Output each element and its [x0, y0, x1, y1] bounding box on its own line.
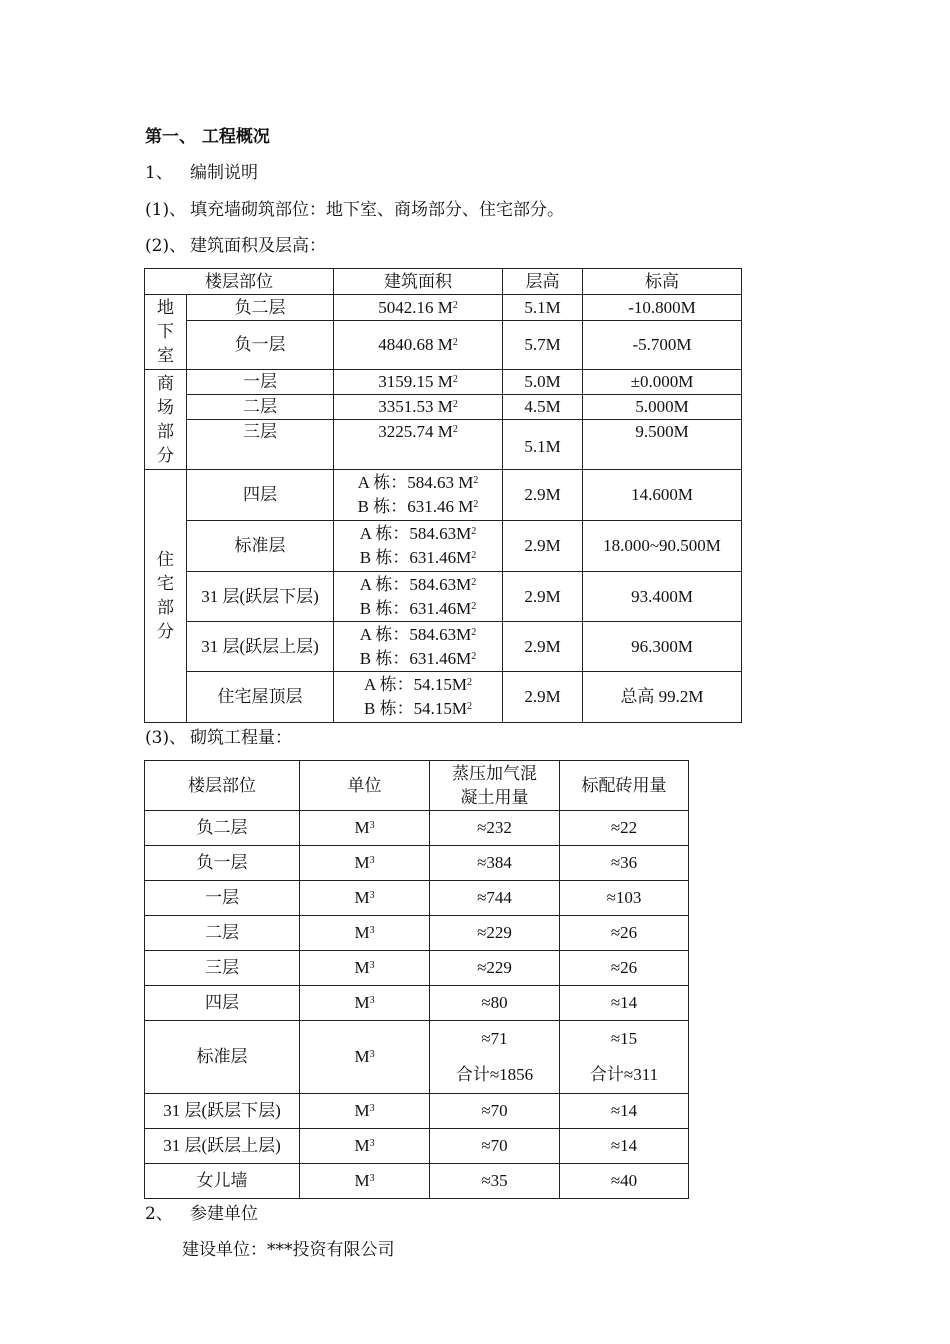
- floor-cell: 负一层: [187, 321, 334, 370]
- aac-cell: ≈70: [430, 1094, 560, 1129]
- floor-cell: 标准层: [187, 521, 334, 572]
- elevation-cell: 总高 99.2M: [583, 672, 742, 723]
- area-b: B 栋：631.46 $M^2$: [357, 497, 479, 516]
- area-cell: [334, 622, 503, 672]
- brick-cell: ≈14: [560, 1094, 689, 1129]
- owner-line: 建设单位：***投资有限公司: [182, 1240, 395, 1260]
- height-cell: 4.5M: [503, 395, 583, 420]
- header-cell: 蒸压加气混凝土用量: [430, 761, 560, 811]
- area-b: B 栋：$631.46M^2$: [359, 598, 477, 618]
- area-cell: [334, 321, 503, 370]
- header-cell: 标配砖用量: [560, 761, 689, 811]
- area-value: 3351.53 M: [378, 397, 453, 416]
- unit-cell: $M^3$: [300, 881, 430, 916]
- aac-cell: ≈384: [430, 846, 560, 881]
- brick-cell: ≈26: [560, 916, 689, 951]
- aac-value: ≈71: [481, 1029, 508, 1048]
- superscript: 2: [452, 337, 458, 348]
- area-cell: [334, 295, 503, 321]
- elevation-cell: 9.500M: [583, 420, 742, 470]
- elevation-cell: 5.000M: [583, 395, 742, 420]
- floor-cell: 四层: [145, 986, 300, 1021]
- brick-cell: ≈103: [560, 881, 689, 916]
- unit-cell: $M^3$: [300, 1164, 430, 1199]
- elevation-cell: ±0.000M: [583, 370, 742, 395]
- brick-cell: ≈26: [560, 951, 689, 986]
- floor-cell: 31 层(跃层下层): [187, 572, 334, 622]
- table-row: [145, 986, 689, 1021]
- floor-cell: 31 层(跃层上层): [187, 622, 334, 672]
- group-label: 地 下 室: [157, 298, 174, 365]
- elevation-cell: 18.000~90.500M: [583, 521, 742, 572]
- elevation-cell: 14.600M: [583, 470, 742, 521]
- area-b: B 栋：$54.15M^2$: [364, 699, 472, 718]
- height-cell: 5.7M: [503, 321, 583, 370]
- area-cell: [334, 672, 503, 723]
- area-a: A 栋：$584.63M^2$: [359, 524, 477, 543]
- area-a: A 栋：$584.63M^2$: [359, 624, 477, 644]
- floor-cell: 三层: [187, 420, 334, 470]
- aac-cell: ≈232: [430, 811, 560, 846]
- area-a: A 栋：$584.63M^2$: [359, 574, 477, 594]
- area-value: 5042.16 M: [378, 297, 453, 317]
- table-row: [145, 1094, 689, 1129]
- aac-cell: ≈229: [430, 951, 560, 986]
- height-cell: 2.9M: [503, 521, 583, 572]
- section-heading: 第一、 工程概况: [145, 127, 270, 147]
- unit-cell: $M^3$: [300, 1094, 430, 1129]
- superscript: 2: [452, 399, 458, 410]
- superscript: 2: [452, 424, 458, 435]
- elevation-cell: 96.300M: [583, 622, 742, 672]
- floor-cell: 一层: [145, 881, 300, 916]
- area-table: [144, 268, 742, 723]
- table-row: [145, 1164, 689, 1199]
- height-cell: 2.9M: [503, 572, 583, 622]
- brick-cell: [560, 1021, 689, 1094]
- group-cell-residential: [145, 470, 187, 723]
- area-cell: [334, 521, 503, 572]
- floor-cell: 三层: [145, 951, 300, 986]
- aac-cell: [430, 1021, 560, 1094]
- aac-cell: ≈70: [430, 1129, 560, 1164]
- floor-cell: 标准层: [145, 1021, 300, 1094]
- group-label: 住 宅 部 分: [157, 550, 174, 641]
- area-value: 3225.74 M: [378, 422, 453, 441]
- group-label: 商 场 部 分: [157, 373, 174, 465]
- elevation-cell: -10.800M: [583, 295, 742, 321]
- unit-cell: $M^3$: [300, 846, 430, 881]
- floor-cell: 四层: [187, 470, 334, 521]
- brick-cell: ≈14: [560, 986, 689, 1021]
- header-cell: 建筑面积: [334, 269, 503, 295]
- floor-cell: 负二层: [145, 811, 300, 846]
- floor-cell: 31 层(跃层上层): [145, 1129, 300, 1164]
- item-title: 编制说明: [190, 163, 258, 183]
- table-row: [145, 916, 689, 951]
- area-b: B 栋：$631.46M^2$: [359, 548, 477, 567]
- height-cell: 5.0M: [503, 370, 583, 395]
- height-cell: 2.9M: [503, 672, 583, 723]
- group-cell-basement: [145, 295, 187, 370]
- floor-cell: 女儿墙: [145, 1164, 300, 1199]
- unit-cell: $M^3$: [300, 916, 430, 951]
- height-cell: 2.9M: [503, 470, 583, 521]
- header-cell: 标高: [583, 269, 742, 295]
- area-cell: [334, 395, 503, 420]
- brick-value: ≈15: [610, 1029, 638, 1048]
- aac-cell: ≈35: [430, 1164, 560, 1199]
- aac-total: 合计≈1856: [455, 1065, 534, 1084]
- table-row: [145, 811, 689, 846]
- floor-cell: 一层: [187, 370, 334, 395]
- table-row: [145, 1021, 689, 1094]
- paragraph-text: 砌筑工程量：: [190, 728, 292, 748]
- elevation-cell: -5.700M: [583, 321, 742, 370]
- unit-cell: $M^3$: [300, 951, 430, 986]
- table-row: [145, 951, 689, 986]
- table-row: [145, 1129, 689, 1164]
- area-cell: [334, 420, 503, 470]
- brick-cell: ≈22: [560, 811, 689, 846]
- item-number: 1、: [145, 163, 173, 183]
- paragraph-text: 填充墙砌筑部位：地下室、商场部分、住宅部分。: [190, 200, 564, 220]
- group-cell-mall: [145, 370, 187, 470]
- superscript: 2: [452, 299, 458, 311]
- superscript: 2: [452, 374, 458, 385]
- floor-cell: 二层: [187, 395, 334, 420]
- aac-cell: ≈80: [430, 986, 560, 1021]
- area-cell: [334, 370, 503, 395]
- area-a: A 栋：584.63 $M^2$: [357, 473, 479, 492]
- area-b: B 栋：$631.46M^2$: [359, 648, 477, 668]
- para-number: (3)、: [145, 728, 187, 748]
- item-number: 2、: [145, 1204, 173, 1224]
- floor-cell: 31 层(跃层下层): [145, 1094, 300, 1129]
- aac-cell: ≈744: [430, 881, 560, 916]
- brick-cell: ≈40: [560, 1164, 689, 1199]
- para-number: (1)、: [145, 200, 187, 220]
- height-cell: 2.9M: [503, 622, 583, 672]
- area-cell: [334, 572, 503, 622]
- area-value: 4840.68 M: [378, 335, 453, 354]
- unit-cell: $M^3$: [300, 1129, 430, 1164]
- brick-total: 合计≈311: [589, 1065, 659, 1084]
- item-title: 参建单位: [190, 1204, 258, 1224]
- header-cell: 单位: [300, 761, 430, 811]
- header-cell: 楼层部位: [145, 761, 300, 811]
- unit-cell: $M^3$: [300, 811, 430, 846]
- floor-cell: 负一层: [145, 846, 300, 881]
- floor-cell: 住宅屋顶层: [187, 672, 334, 723]
- table-row: [145, 881, 689, 916]
- header-cell: 楼层部位: [145, 269, 334, 295]
- area-a: A 栋：$54.15M^2$: [364, 675, 472, 694]
- brick-quantity-table: [144, 760, 689, 1199]
- height-cell: 5.1M: [503, 295, 583, 321]
- aac-cell: ≈229: [430, 916, 560, 951]
- paragraph-text: 建筑面积及层高：: [190, 236, 326, 256]
- area-value: 3159.15 M: [378, 372, 453, 391]
- height-cell: 5.1M: [503, 420, 583, 470]
- header-cell: 层高: [503, 269, 583, 295]
- area-cell: [334, 470, 503, 521]
- para-number: (2)、: [145, 236, 187, 256]
- brick-cell: ≈14: [560, 1129, 689, 1164]
- unit-cell: $M^3$: [300, 986, 430, 1021]
- elevation-cell: 93.400M: [583, 572, 742, 622]
- floor-cell: 二层: [145, 916, 300, 951]
- brick-cell: ≈36: [560, 846, 689, 881]
- unit-cell: $M^3$: [300, 1021, 430, 1094]
- table-row: [145, 846, 689, 881]
- floor-cell: 负二层: [187, 295, 334, 321]
